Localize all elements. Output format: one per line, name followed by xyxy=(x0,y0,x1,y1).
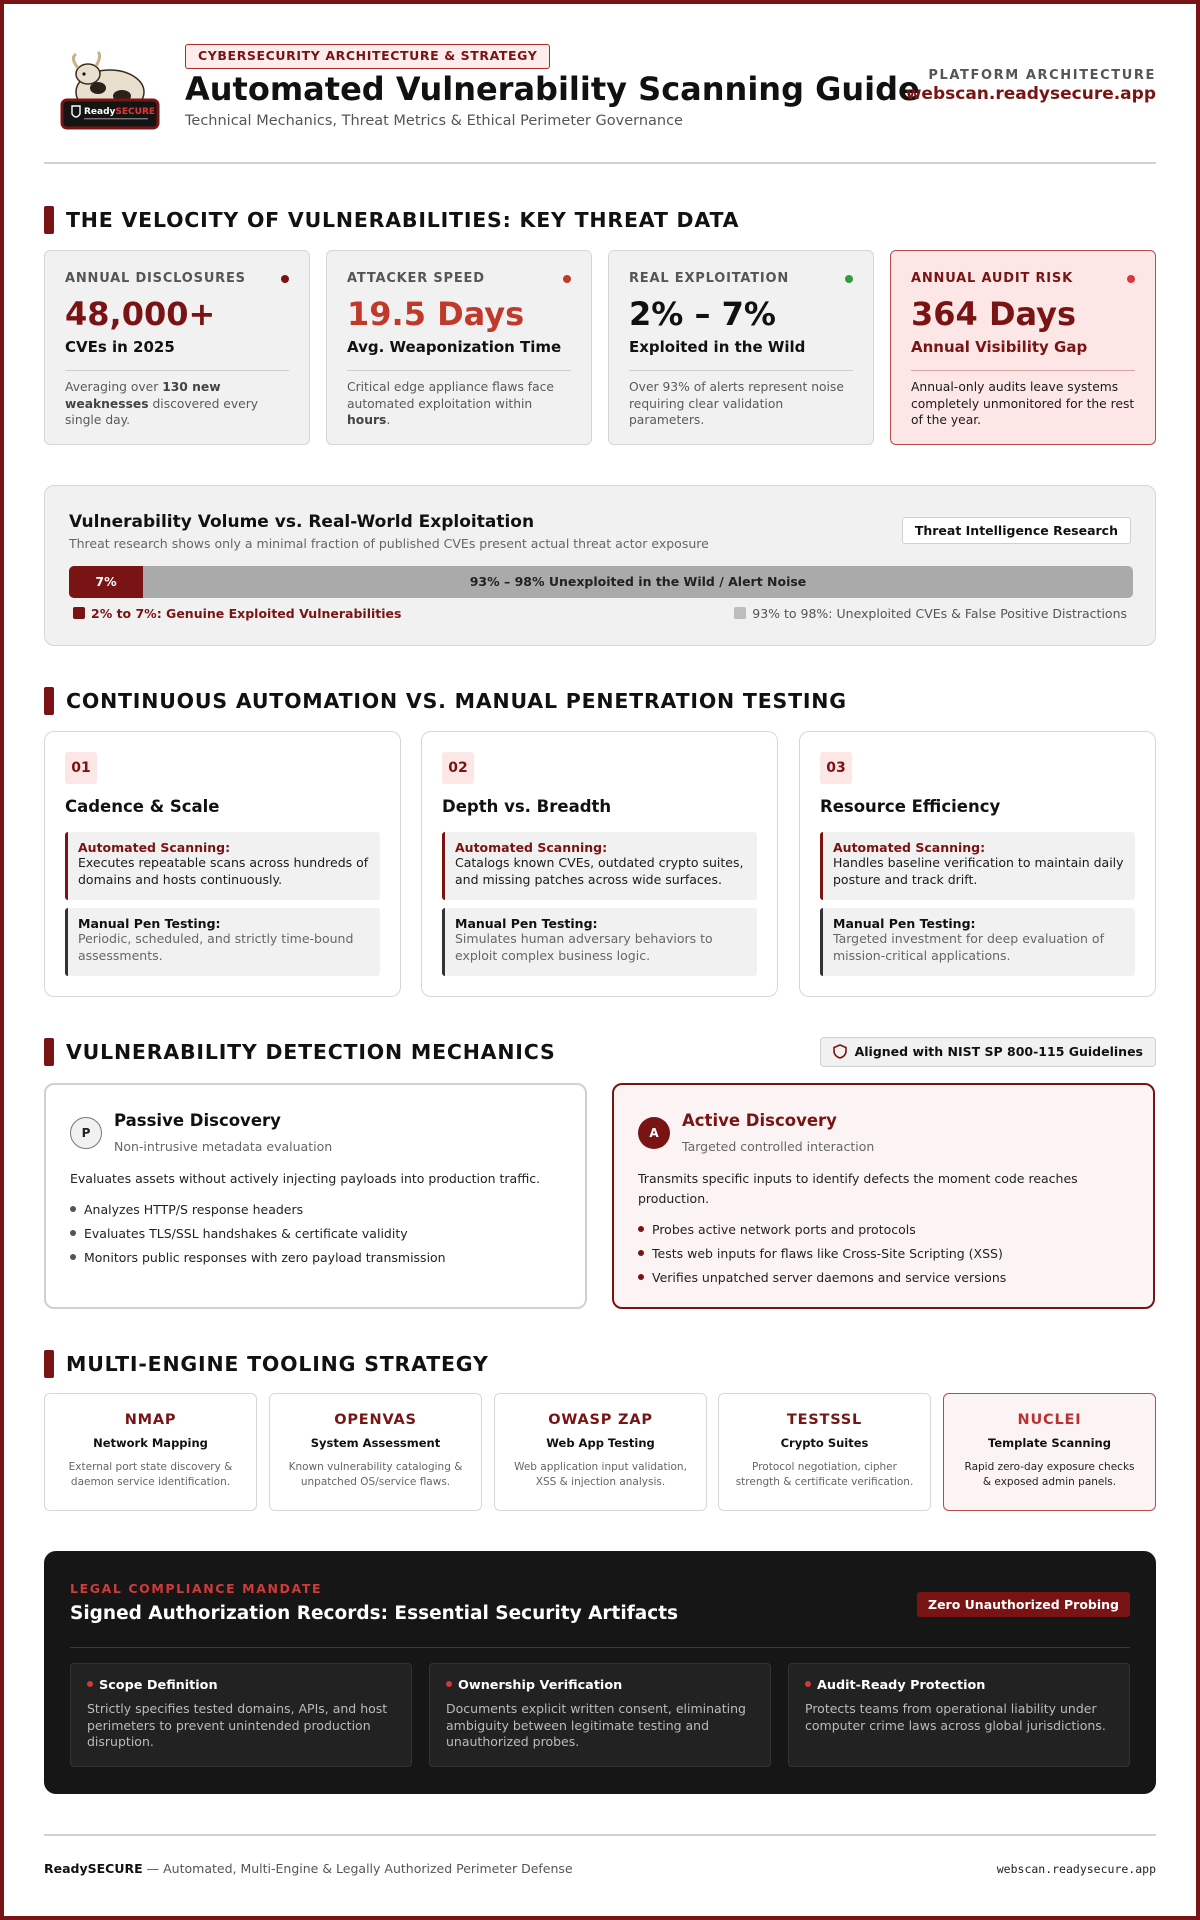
list-item: Analyzes HTTP/S response headers xyxy=(70,1198,446,1222)
legal-card-description: Protects teams from operational liability under computer crime laws across global jurisdictions. xyxy=(805,1701,1106,1733)
active-letter-icon: A xyxy=(638,1117,670,1149)
nist-guideline-badge: Aligned with NIST SP 800-115 Guidelines xyxy=(820,1037,1156,1067)
legal-eyebrow: LEGAL COMPLIANCE MANDATE xyxy=(70,1581,323,1596)
stat-value: 19.5 Days xyxy=(347,295,525,333)
tool-card-testssl xyxy=(718,1393,931,1511)
platform-url-link[interactable]: webscan.readysecure.app xyxy=(905,84,1156,104)
feature-list xyxy=(70,1198,446,1270)
page-subtitle: Technical Mechanics, Threat Metrics & Ethical Perimeter Governance xyxy=(185,113,683,129)
automated-box xyxy=(820,832,1135,900)
stat-label: ATTACKER SPEED xyxy=(347,271,485,286)
tool-category: Template Scanning xyxy=(988,1436,1111,1450)
legal-card-audit xyxy=(788,1663,1130,1767)
tool-description: External port state discovery & daemon service identification. xyxy=(68,1461,233,1488)
tool-category: Network Mapping xyxy=(93,1436,208,1450)
tool-category: Crypto Suites xyxy=(780,1436,869,1450)
stat-card-annual-audit-risk xyxy=(890,250,1156,445)
stat-card-attacker-speed xyxy=(326,250,592,445)
tool-category: System Assessment xyxy=(310,1436,441,1450)
section-title: MULTI-ENGINE TOOLING STRATEGY xyxy=(66,1352,489,1376)
header xyxy=(44,40,1156,164)
stat-unit: Exploited in the Wild xyxy=(629,338,806,356)
legal-title: Signed Authorization Records: Essential Security Artifacts xyxy=(70,1603,679,1624)
status-dot xyxy=(845,275,853,283)
section-accent-bar xyxy=(44,206,54,234)
box-title: Automated Scanning: xyxy=(455,840,608,855)
stat-label: ANNUAL DISCLOSURES xyxy=(65,271,246,286)
stat-card-annual-disclosures xyxy=(44,250,310,445)
status-dot xyxy=(1127,275,1135,283)
platform-label: PLATFORM ARCHITECTURE xyxy=(928,68,1156,83)
page-title: Automated Vulnerability Scanning Guide xyxy=(185,70,920,108)
card-subtitle: Non-intrusive metadata evaluation xyxy=(114,1139,333,1154)
tool-description: Rapid zero-day exposure checks & exposed admin panels. xyxy=(964,1461,1135,1488)
stat-label: ANNUAL AUDIT RISK xyxy=(911,271,1073,286)
unexploited-label: 93% – 98% Unexploited in the Wild / Alert Noise xyxy=(469,574,807,589)
section-title: VULNERABILITY DETECTION MECHANICS xyxy=(66,1040,556,1064)
stat-unit: CVEs in 2025 xyxy=(65,338,175,356)
automated-box xyxy=(442,832,757,900)
manual-box xyxy=(820,908,1135,976)
tool-name: OPENVAS xyxy=(334,1412,417,1428)
card-title: Resource Efficiency xyxy=(820,797,1001,816)
card-title: Passive Discovery xyxy=(114,1111,281,1130)
footer-divider xyxy=(44,1834,1156,1836)
shield-icon xyxy=(833,1044,847,1059)
svg-text:ReadySECURE: ReadySECURE xyxy=(84,107,156,117)
exploited-label: 7% xyxy=(95,574,117,589)
tool-name: NUCLEI xyxy=(1017,1412,1082,1428)
legal-card-description: Documents explicit written consent, eliminating ambiguity between legitimate testing and unauthorized probes. xyxy=(446,1701,746,1749)
card-title: Cadence & Scale xyxy=(65,797,220,816)
card-number: 03 xyxy=(820,752,852,784)
legend-unexploited: 93% to 98%: Unexploited CVEs & False Positive Distractions xyxy=(734,606,1127,621)
stat-value: 364 Days xyxy=(911,295,1077,333)
tool-card-nmap xyxy=(44,1393,257,1511)
stat-description: Critical edge appliance flaws face automated exploitation within hours. xyxy=(347,380,554,427)
manual-box xyxy=(442,908,757,976)
stat-description: Annual-only audits leave systems completely unmonitored for the rest of the year. xyxy=(911,380,1135,427)
box-description: Catalogs known CVEs, outdated crypto suites, and missing patches across wide surfaces. xyxy=(455,855,744,887)
legend-swatch xyxy=(734,607,746,619)
passive-letter-icon: P xyxy=(70,1117,102,1149)
legal-card-title: Scope Definition xyxy=(87,1678,395,1693)
legal-card-scope xyxy=(70,1663,412,1767)
section-title: CONTINUOUS AUTOMATION VS. MANUAL PENETRATION TESTING xyxy=(66,689,847,713)
box-title: Automated Scanning: xyxy=(78,840,231,855)
divider xyxy=(347,370,571,371)
stat-description: Over 93% of alerts represent noise requiring clear validation parameters. xyxy=(629,380,844,427)
stat-value: 2% – 7% xyxy=(629,295,776,333)
divider xyxy=(629,370,853,371)
footer-tagline: ReadySECURE — Automated, Multi-Engine & Legally Authorized Perimeter Defense xyxy=(44,1861,573,1876)
tool-description: Web application input validation, XSS & injection analysis. xyxy=(514,1461,687,1488)
legal-compliance-panel xyxy=(44,1551,1156,1794)
card-description: Transmits specific inputs to identify defects the moment code reaches production. xyxy=(638,1171,1078,1206)
tool-category: Web App Testing xyxy=(546,1436,655,1450)
comparison-card-efficiency xyxy=(799,731,1156,997)
card-description: Evaluates assets without actively injecting payloads into production traffic. xyxy=(70,1171,541,1186)
box-description: Executes repeatable scans across hundreds of domains and hosts continuously. xyxy=(78,855,369,887)
passive-discovery-card xyxy=(44,1083,587,1309)
stat-unit: Annual Visibility Gap xyxy=(911,338,1088,356)
box-title: Manual Pen Testing: xyxy=(455,916,598,931)
source-badge: Threat Intelligence Research xyxy=(902,517,1131,544)
comparison-card-cadence xyxy=(44,731,401,997)
box-title: Automated Scanning: xyxy=(833,840,986,855)
feature-list xyxy=(638,1218,1006,1290)
footer-url-link[interactable]: webscan.readysecure.app xyxy=(996,1862,1156,1876)
list-item: Evaluates TLS/SSL handshakes & certificate validity xyxy=(70,1222,446,1246)
status-dot xyxy=(281,275,289,283)
card-subtitle: Targeted controlled interaction xyxy=(682,1139,875,1154)
section-title: THE VELOCITY OF VULNERABILITIES: KEY THREAT DATA xyxy=(66,208,740,232)
legal-card-description: Strictly specifies tested domains, APIs, and host perimeters to prevent unintended production disruption. xyxy=(87,1701,388,1749)
stat-card-real-exploitation xyxy=(608,250,874,445)
legal-card-title: Ownership Verification xyxy=(446,1678,754,1693)
divider xyxy=(70,1647,1130,1648)
volume-panel xyxy=(44,485,1156,646)
category-badge: CYBERSECURITY ARCHITECTURE & STRATEGY xyxy=(185,44,550,69)
divider xyxy=(911,370,1135,371)
card-number: 01 xyxy=(65,752,97,784)
legend-exploited: 2% to 7%: Genuine Exploited Vulnerabilities xyxy=(73,606,401,621)
box-description: Periodic, scheduled, and strictly time-bound assessments. xyxy=(78,931,354,963)
tool-card-nuclei xyxy=(943,1393,1156,1511)
legal-card-ownership xyxy=(429,1663,771,1767)
list-item: Probes active network ports and protocols xyxy=(638,1218,1006,1242)
card-title: Depth vs. Breadth xyxy=(442,797,612,816)
tool-name: TESTSSL xyxy=(786,1412,863,1428)
box-description: Simulates human adversary behaviors to exploit complex business logic. xyxy=(455,931,713,963)
section-accent-bar xyxy=(44,1038,54,1066)
box-title: Manual Pen Testing: xyxy=(833,916,976,931)
manual-box xyxy=(65,908,380,976)
box-title: Manual Pen Testing: xyxy=(78,916,221,931)
divider xyxy=(65,370,289,371)
stat-label: REAL EXPLOITATION xyxy=(629,271,790,286)
brand-logo xyxy=(58,48,162,136)
automated-box xyxy=(65,832,380,900)
legal-card-title: Audit-Ready Protection xyxy=(805,1678,1113,1693)
list-item: Monitors public responses with zero payload transmission xyxy=(70,1246,446,1270)
section-accent-bar xyxy=(44,687,54,715)
card-title: Active Discovery xyxy=(682,1111,837,1130)
list-item: Verifies unpatched server daemons and service versions xyxy=(638,1266,1006,1290)
list-item: Tests web inputs for flaws like Cross-Site Scripting (XSS) xyxy=(638,1242,1006,1266)
comparison-card-depth xyxy=(421,731,778,997)
tool-description: Known vulnerability cataloging & unpatched OS/service flaws. xyxy=(288,1461,463,1488)
status-dot xyxy=(563,275,571,283)
volume-subtitle: Threat research shows only a minimal fraction of published CVEs present actual threat actor exposure xyxy=(69,536,709,551)
card-number: 02 xyxy=(442,752,474,784)
active-discovery-card xyxy=(612,1083,1155,1309)
exploitation-progress-bar xyxy=(69,566,1133,598)
legal-badge: Zero Unauthorized Probing xyxy=(917,1592,1130,1617)
box-description: Targeted investment for deep evaluation of mission-critical applications. xyxy=(833,931,1104,963)
stat-value: 48,000+ xyxy=(65,295,216,333)
tool-name: OWASP ZAP xyxy=(548,1412,653,1428)
box-description: Handles baseline verification to maintain daily posture and track drift. xyxy=(833,855,1124,887)
tool-card-openvas xyxy=(269,1393,482,1511)
stat-unit: Avg. Weaponization Time xyxy=(347,338,562,356)
legend-swatch xyxy=(73,607,85,619)
volume-title: Vulnerability Volume vs. Real-World Exploitation xyxy=(69,512,535,532)
stat-description: Averaging over 130 new weaknesses discovered every single day. xyxy=(65,380,259,427)
tool-description: Protocol negotiation, cipher strength & certificate verification. xyxy=(735,1461,914,1488)
tool-card-owasp-zap xyxy=(494,1393,707,1511)
section-accent-bar xyxy=(44,1350,54,1378)
tool-name: NMAP xyxy=(124,1412,177,1428)
